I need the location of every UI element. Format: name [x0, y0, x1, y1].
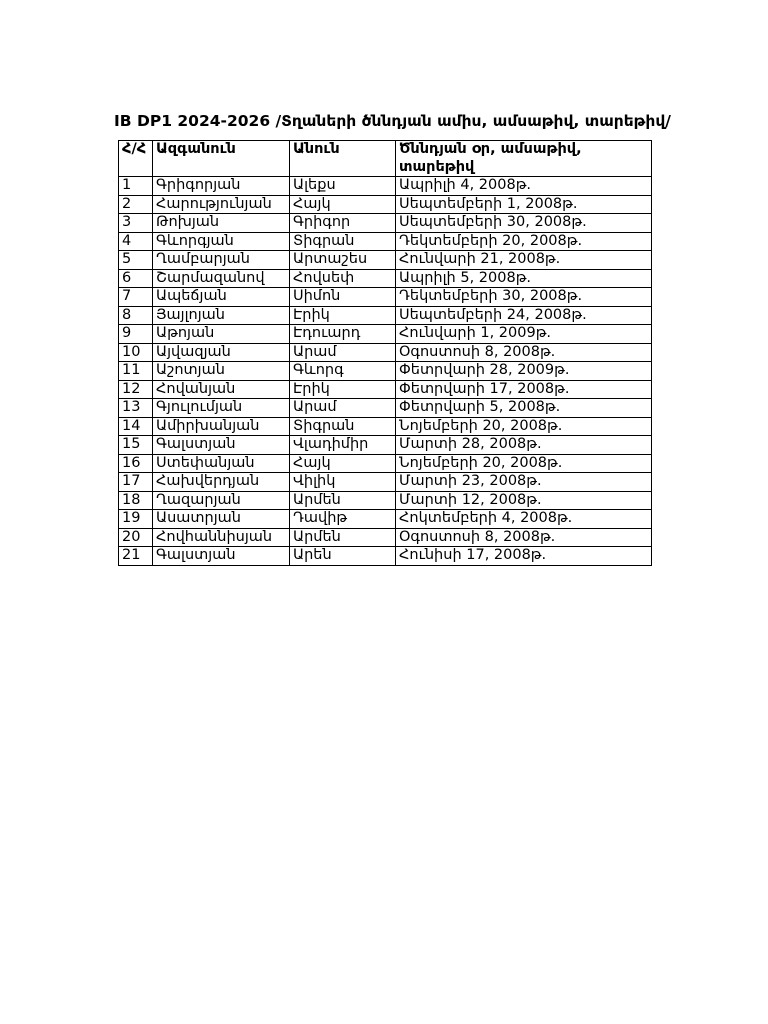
cell-birthdate: Սեպտեմբերի 30, 2008թ. [396, 214, 652, 233]
table-header-row [119, 141, 652, 177]
cell-name: Արամ [290, 399, 396, 418]
cell-surname: Աշոտյան [153, 362, 290, 381]
cell-name: Էրիկ [290, 380, 396, 399]
cell-surname: Գալստյան [153, 547, 290, 566]
cell-surname: Ապեճյան [153, 288, 290, 307]
cell-surname: Հովհաննիսյան [153, 528, 290, 547]
cell-number: 9 [119, 325, 153, 344]
table-row [119, 362, 652, 381]
header-number: Հ/Հ [119, 141, 153, 177]
cell-birthdate: Հունվարի 21, 2008թ. [396, 251, 652, 270]
cell-surname: Ղազարյան [153, 491, 290, 510]
table-row [119, 510, 652, 529]
cell-surname: Թոխյան [153, 214, 290, 233]
cell-name: Արմեն [290, 491, 396, 510]
table-row [119, 195, 652, 214]
cell-surname: Գևորգյան [153, 232, 290, 251]
table-row [119, 436, 652, 455]
table-row [119, 473, 652, 492]
cell-number: 12 [119, 380, 153, 399]
table-row [119, 269, 652, 288]
header-surname: Ազգանուն [153, 141, 290, 177]
cell-number: 21 [119, 547, 153, 566]
cell-surname: Յայլոյան [153, 306, 290, 325]
cell-surname: Շարմազանով [153, 269, 290, 288]
table-row [119, 454, 652, 473]
cell-surname: Գրիգորյան [153, 177, 290, 196]
cell-number: 7 [119, 288, 153, 307]
cell-number: 15 [119, 436, 153, 455]
cell-birthdate: Փետրվարի 17, 2008թ. [396, 380, 652, 399]
cell-number: 5 [119, 251, 153, 270]
cell-surname: Ղամբարյան [153, 251, 290, 270]
cell-number: 19 [119, 510, 153, 529]
cell-surname: Աթոյան [153, 325, 290, 344]
table-row [119, 232, 652, 251]
cell-birthdate: Դեկտեմբերի 30, 2008թ. [396, 288, 652, 307]
cell-name: Արտաշես [290, 251, 396, 270]
document-title: IB DP1 2024-2026 /Տղաների ծննդյան ամիս, ամսաթիվ, տարեթիվ/ [114, 112, 671, 130]
cell-surname: Հարությունյան [153, 195, 290, 214]
cell-name: Սիմոն [290, 288, 396, 307]
cell-name: Հովսեփ [290, 269, 396, 288]
cell-number: 1 [119, 177, 153, 196]
table-body [119, 177, 652, 566]
cell-name: Վիլիկ [290, 473, 396, 492]
cell-birthdate: Դեկտեմբերի 20, 2008թ. [396, 232, 652, 251]
table-row [119, 547, 652, 566]
cell-number: 17 [119, 473, 153, 492]
cell-birthdate: Ապրիլի 5, 2008թ. [396, 269, 652, 288]
cell-birthdate: Հունիսի 17, 2008թ. [396, 547, 652, 566]
table-row [119, 343, 652, 362]
cell-name: Արամ [290, 343, 396, 362]
table-row [119, 214, 652, 233]
table-row [119, 528, 652, 547]
cell-number: 6 [119, 269, 153, 288]
cell-name: Վլադիմիր [290, 436, 396, 455]
cell-surname: Հովանյան [153, 380, 290, 399]
cell-birthdate: Օգոստոսի 8, 2008թ. [396, 528, 652, 547]
cell-surname: Հախվերդյան [153, 473, 290, 492]
cell-number: 4 [119, 232, 153, 251]
cell-name: Էդուարդ [290, 325, 396, 344]
cell-surname: Ասատրյան [153, 510, 290, 529]
cell-name: Տիգրան [290, 417, 396, 436]
cell-name: Հայկ [290, 195, 396, 214]
cell-number: 3 [119, 214, 153, 233]
cell-surname: Այվազյան [153, 343, 290, 362]
cell-name: Արեն [290, 547, 396, 566]
cell-number: 16 [119, 454, 153, 473]
cell-number: 8 [119, 306, 153, 325]
cell-name: Ալեքս [290, 177, 396, 196]
cell-surname: Ամիրխանյան [153, 417, 290, 436]
cell-number: 10 [119, 343, 153, 362]
cell-birthdate: Սեպտեմբերի 24, 2008թ. [396, 306, 652, 325]
cell-number: 14 [119, 417, 153, 436]
cell-birthdate: Փետրվարի 5, 2008թ. [396, 399, 652, 418]
table-row [119, 306, 652, 325]
cell-number: 13 [119, 399, 153, 418]
cell-number: 11 [119, 362, 153, 381]
cell-name: Հայկ [290, 454, 396, 473]
cell-name: Գևորգ [290, 362, 396, 381]
cell-birthdate: Հոկտեմբերի 4, 2008թ. [396, 510, 652, 529]
table-row [119, 251, 652, 270]
cell-name: Էրիկ [290, 306, 396, 325]
table-row [119, 491, 652, 510]
cell-birthdate: Օգոստոսի 8, 2008թ. [396, 343, 652, 362]
cell-surname: Ստեփանյան [153, 454, 290, 473]
cell-name: Դավիթ [290, 510, 396, 529]
cell-birthdate: Փետրվարի 28, 2009թ. [396, 362, 652, 381]
table-row [119, 417, 652, 436]
cell-number: 18 [119, 491, 153, 510]
cell-name: Արմեն [290, 528, 396, 547]
cell-birthdate: Ապրիլի 4, 2008թ. [396, 177, 652, 196]
table-row [119, 177, 652, 196]
cell-birthdate: Մարտի 28, 2008թ. [396, 436, 652, 455]
table-row [119, 325, 652, 344]
cell-birthdate: Մարտի 23, 2008թ. [396, 473, 652, 492]
cell-birthdate: Նոյեմբերի 20, 2008թ. [396, 454, 652, 473]
header-birthdate: Ծննդյան օր, ամսաթիվ, տարեթիվ [396, 141, 652, 177]
header-name: Անուն [290, 141, 396, 177]
cell-number: 20 [119, 528, 153, 547]
cell-name: Գրիգոր [290, 214, 396, 233]
birthdays-table [118, 140, 652, 566]
table-row [119, 288, 652, 307]
table-row [119, 380, 652, 399]
cell-number: 2 [119, 195, 153, 214]
cell-surname: Գալստյան [153, 436, 290, 455]
cell-name: Տիգրան [290, 232, 396, 251]
table-row [119, 399, 652, 418]
cell-birthdate: Հունվարի 1, 2009թ. [396, 325, 652, 344]
cell-birthdate: Սեպտեմբերի 1, 2008թ. [396, 195, 652, 214]
cell-surname: Գյուլումյան [153, 399, 290, 418]
cell-birthdate: Մարտի 12, 2008թ. [396, 491, 652, 510]
cell-birthdate: Նոյեմբերի 20, 2008թ. [396, 417, 652, 436]
